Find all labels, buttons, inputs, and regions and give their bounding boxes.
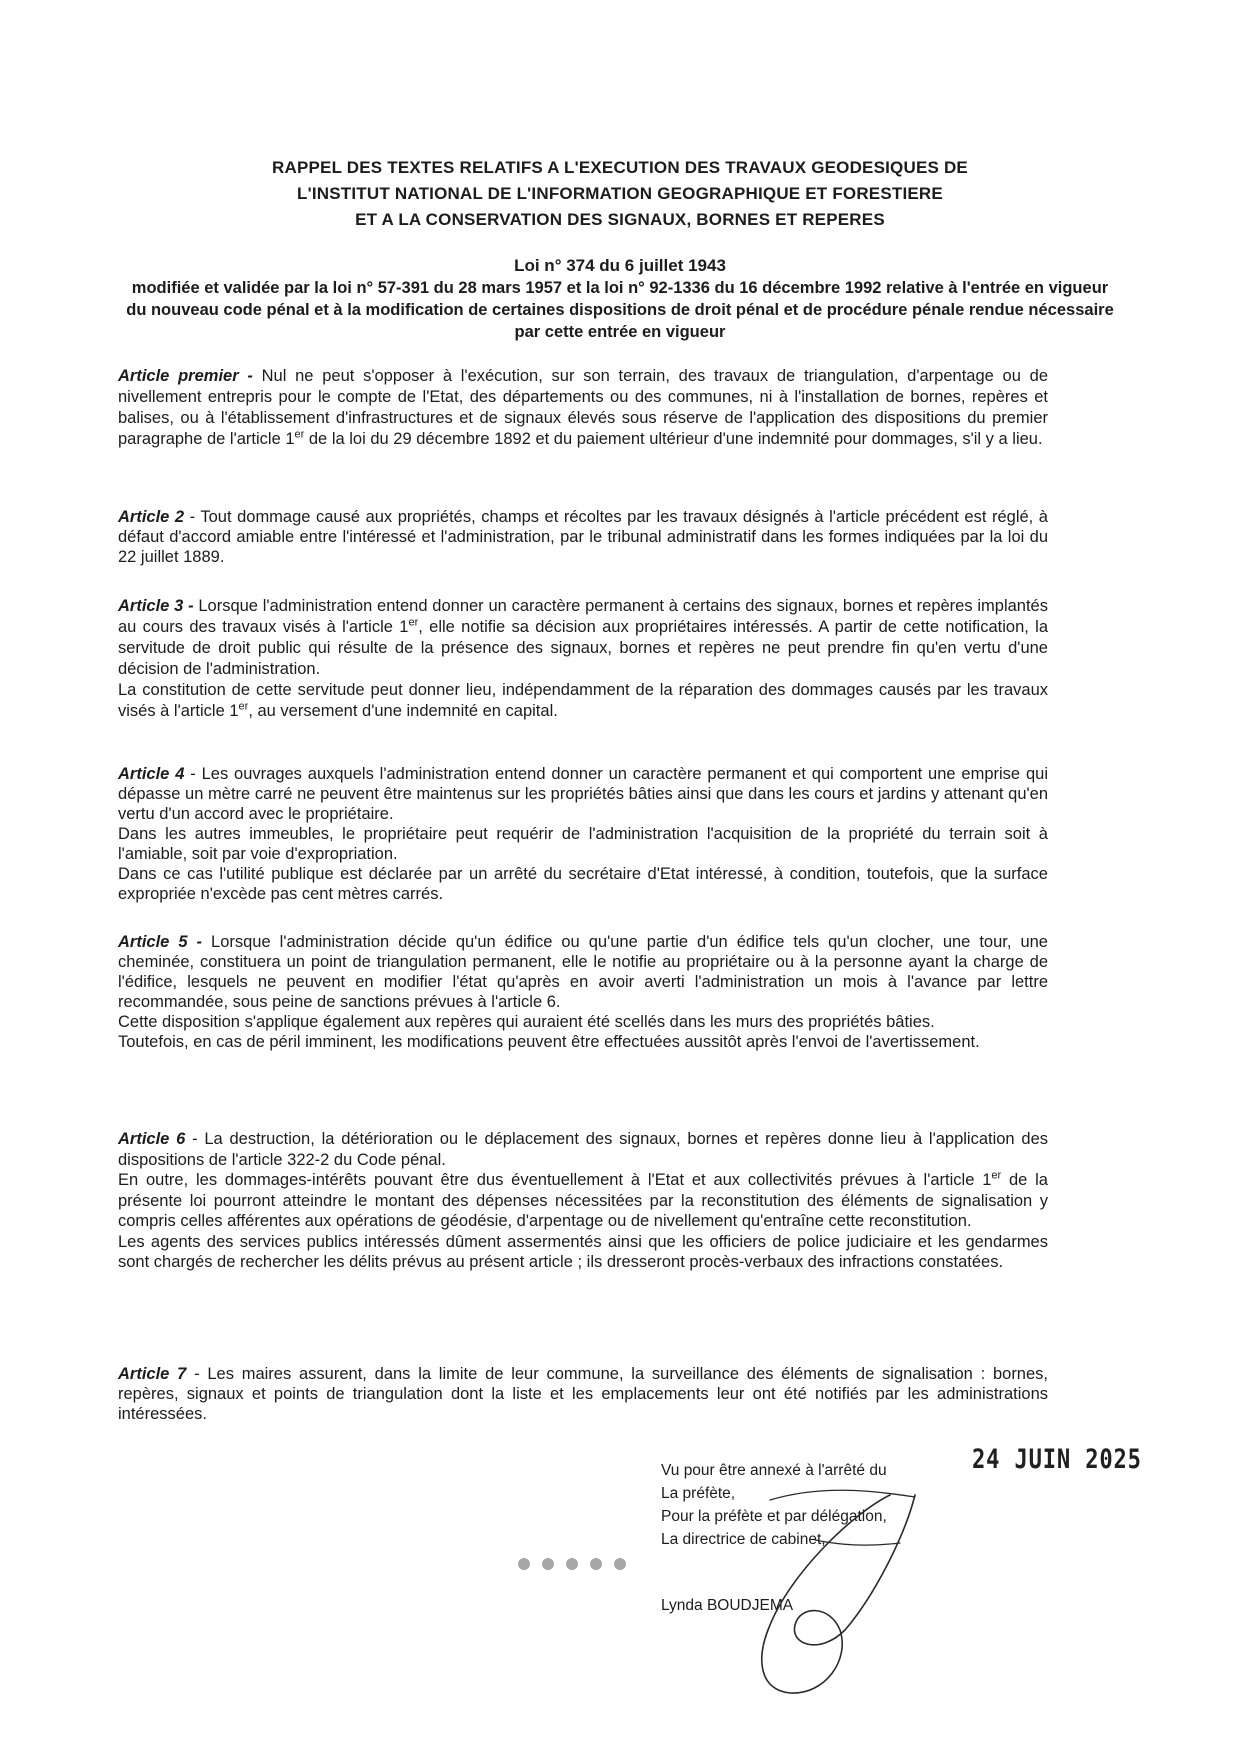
date-stamp: 24 JUIN 2025	[972, 1444, 1142, 1475]
article-3-para-2: La constitution de cette servitude peut donner lieu, indépendamment de la réparation des dommages causés par les travaux visés à l'article 1	[118, 681, 1048, 720]
article-1-sup: er	[294, 428, 305, 441]
signatory-name: Lynda BOUDJEMA	[661, 1597, 794, 1614]
article-1-text: Nul ne peut s'opposer à l'exécution, sur son terrain, des travaux de triangulation, d'arpentage ou de nivellement entrepris pour le compte de l'Etat, des départements ou des communes, ni à l'installation de bornes, repères et balises, ou à l'établissement d'infrastructures et de signaux élevés sous réserve de l'application des dispositions du premier paragraphe de l'article 1	[118, 367, 1049, 448]
article-2-text: - Tout dommage causé aux propriétés, champs et récoltes par les travaux désignés à l'article précédent est réglé, à défaut d'accord amiable entre l'intéressé et l'administration, par le tribunal administratif dans les formes indiquées par la loi du 22 juillet 1889.	[118, 508, 1048, 566]
article-5-text: Lorsque l'administration décide qu'un édifice ou qu'une partie d'un édifice tels qu'un clocher, une tour, une cheminée, constituera un point de triangulation permanent, elle le notifie au propriétaire ou à la personne ayant la charge de l'édifice, lesquels ne peuvent en modifier l'état qu'après en avoir averti l'administration un mois à l'avance par lettre recommandée, sous peine de sanctions prévues à l'article 6.	[118, 933, 1048, 1011]
document-title	[170, 155, 1070, 233]
article-6-para-2-cont: de la présente loi pourront atteindre le montant des dépenses nécessitées par la reconstitution des éléments de signalisation y compris celles afférentes aux opérations de géodésie, d'arpentage ou de nivellement qu'entraîne cette reconstitution.	[118, 1171, 1048, 1230]
article-3-text-cont: , elle notifie sa décision aux propriétaires intéressés. A partir de cette notification, la servitude de droit public qui résulte de la présence des signaux, bornes et repères ne peut prendre fin qu'en vertu d'une décision de l'administration.	[118, 618, 1048, 678]
article-6-sup: er	[991, 1169, 1002, 1182]
article-3	[118, 596, 1048, 722]
article-3-sup-2: er	[238, 700, 249, 713]
article-6-text: - La destruction, la détérioration ou le déplacement des signaux, bornes et repères donne lieu à l'application des dispositions de l'article 322-2 du Code pénal.	[118, 1130, 1048, 1169]
article-7-text: - Les maires assurent, dans la limite de leur commune, la surveillance des éléments de signalisation : bornes, repères, signaux et points de triangulation dont la liste et les emplacements leur ont été notifiés par les administrations intéressées.	[118, 1365, 1048, 1423]
law-reference	[120, 255, 1120, 343]
article-1	[118, 366, 1048, 450]
article-4-para-3: Dans ce cas l'utilité publique est déclarée par un arrêté du secrétaire d'Etat intéressé, à condition, toutefois, que la surface expropriée n'excède pas cent mètres carrés.	[118, 865, 1048, 903]
article-5-para-3: Toutefois, en cas de péril imminent, les modifications peuvent être effectuées aussitôt après l'envoi de l'avertissement.	[118, 1033, 980, 1051]
article-6-para-3: Les agents des services publics intéressés dûment assermentés ainsi que les officiers de police judiciaire et les gendarmes sont chargés de rechercher les délits prévus au présent article ; ils dresseront procès-verbaux des infractions constatées.	[118, 1232, 1048, 1271]
article-2	[118, 507, 1048, 567]
article-4	[118, 764, 1048, 904]
title-line-1: RAPPEL DES TEXTES RELATIFS A L'EXECUTION DES TRAVAUX GEODESIQUES DE	[272, 158, 968, 177]
article-4-text: - Les ouvrages auxquels l'administration entend donner un caractère permanent et qui comportent une emprise qui dépasse un mètre carré ne peuvent être maintenus sur les propriétés bâties ainsi que dans les cours et jardins y attenant qu'en vertu d'un accord avec le propriétaire.	[118, 765, 1048, 823]
dot	[542, 1558, 554, 1570]
article-3-para-2-cont: , au versement d'une indemnité en capital.	[248, 702, 558, 720]
signature-line-3: Pour la préfète et par délégation,	[661, 1508, 887, 1525]
title-line-3: ET A LA CONSERVATION DES SIGNAUX, BORNES ET REPERES	[355, 210, 885, 229]
separator-dots	[518, 1558, 626, 1570]
article-4-para-2: Dans les autres immeubles, le propriétaire peut requérir de l'administration l'acquisition de la propriété du terrain soit à l'amiable, soit par voie d'expropriation.	[118, 825, 1048, 863]
dot	[614, 1558, 626, 1570]
dot	[566, 1558, 578, 1570]
article-6	[118, 1129, 1048, 1273]
law-subtitle: modifiée et validée par la loi n° 57-391 du 28 mars 1957 et la loi n° 92-1336 du 16 décembre 1992 relative à l'entrée en vigueur du nouveau code pénal et à la modification de certaines dispositions de droit pénal et de procédure pénale rendue nécessaire par cette entrée en vigueur	[126, 279, 1114, 341]
article-4-label: Article 4	[118, 765, 185, 783]
title-line-2: L'INSTITUT NATIONAL DE L'INFORMATION GEOGRAPHIQUE ET FORESTIERE	[297, 184, 943, 203]
article-3-text: Lorsque l'administration entend donner un caractère permanent à certains des signaux, bornes et repères implantés au cours des travaux visés à l'article 1	[118, 597, 1048, 636]
signature-line-4: La directrice de cabinet,	[661, 1531, 826, 1548]
article-7-label: Article 7	[118, 1365, 187, 1383]
article-6-para-2: En outre, les dommages-intérêts pouvant être dus éventuellement à l'Etat et aux collectivités prévues à l'article 1	[118, 1171, 992, 1189]
handwritten-signature	[700, 1455, 930, 1705]
signature-line-1: Vu pour être annexé à l'arrêté du	[661, 1462, 887, 1479]
article-3-sup-1: er	[408, 616, 419, 629]
article-7	[118, 1364, 1048, 1424]
article-1-text-cont: de la loi du 29 décembre 1892 et du paiement ultérieur d'une indemnité pour dommages, s'il y a lieu.	[304, 430, 1043, 448]
article-5	[118, 932, 1048, 1052]
dot	[590, 1558, 602, 1570]
signature-line-2: La préfète,	[661, 1485, 736, 1502]
law-number: Loi n° 374 du 6 juillet 1943	[514, 256, 726, 275]
article-3-label: Article 3 -	[118, 597, 194, 615]
article-5-para-2: Cette disposition s'applique également aux repères qui auraient été scellés dans les murs des propriétés bâties.	[118, 1013, 935, 1031]
article-6-label: Article 6	[118, 1130, 186, 1148]
article-1-label: Article premier -	[118, 367, 253, 385]
dot	[518, 1558, 530, 1570]
article-5-label: Article 5 -	[118, 933, 203, 951]
article-2-label: Article 2	[118, 508, 185, 526]
